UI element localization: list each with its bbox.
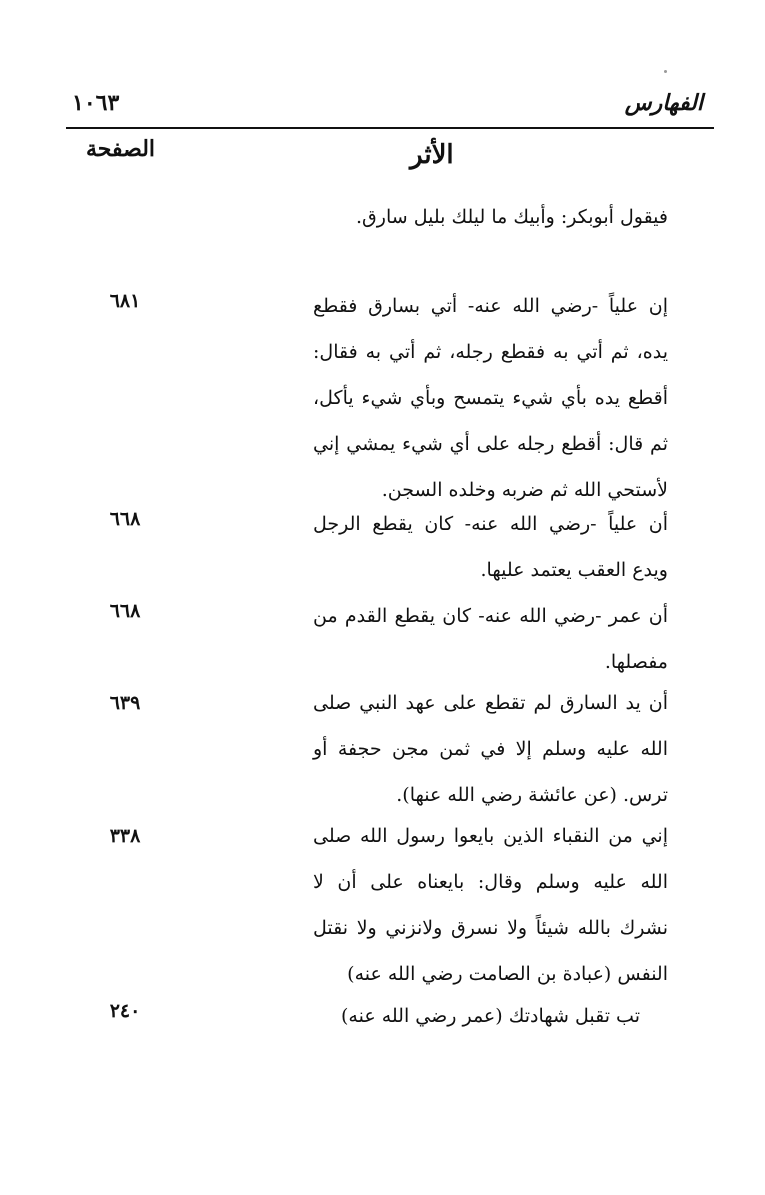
entry-text: أن يد السارق لم تقطع على عهد النبي صلى الله عليه وسلم إلا في ثمن مجن حجفة أو ترس. (عن عائشة رضي الله عنها). xyxy=(313,692,668,806)
entry-page-number: ٦٣٩ xyxy=(109,692,141,714)
entry-text: أن علياً -رضي الله عنه- كان يقطع الرجل ويدع العقب يعتمد عليها. xyxy=(313,513,668,581)
column-heading-page: الصفحة xyxy=(86,136,156,162)
entry-page-number: ٣٣٨ xyxy=(109,825,141,847)
entry-text: أن عمر -رضي الله عنه- كان يقطع القدم من مفصلها. xyxy=(313,605,668,673)
entry-page-number: ٦٦٨ xyxy=(109,508,141,530)
entry-text: تب تقبل شهادتك (عمر رضي الله عنه) xyxy=(340,1005,640,1027)
entry-page-number: ٢٤٠ xyxy=(109,1000,141,1022)
page-number: ١٠٦٣ xyxy=(72,90,120,116)
entry-page-number: ٦٦٨ xyxy=(109,600,141,622)
header-rule xyxy=(66,127,714,129)
entry-page-number: ٦٨١ xyxy=(109,290,141,312)
column-heading-athar: الأثر xyxy=(410,140,454,170)
scan-speck xyxy=(664,70,667,73)
entry-text: فيقول أبوبكر: وأبيك ما ليلك بليل سارق. xyxy=(356,206,668,228)
entry-text: إن علياً -رضي الله عنه- أتي بسارق فقطع يده، ثم أتي به فقطع رجله، ثم أتي به فقال: أقطع يده بأي شيء يتمسح وبأي شيء يأكل، ثم قال: أقطع رجله على أي شيء يمشي إني لأستحي الله ثم ضربه وخلده السجن. xyxy=(313,295,668,501)
running-title: الفهارس xyxy=(624,90,703,116)
entry-text: إني من النقباء الذين بايعوا رسول الله صلى الله عليه وسلم وقال: بايعناه على أن لا نشرك بالله شيئاً ولا نسرق ولانزني ولا نقتل النفس (عبادة بن الصامت رضي الله عنه) xyxy=(313,825,668,985)
